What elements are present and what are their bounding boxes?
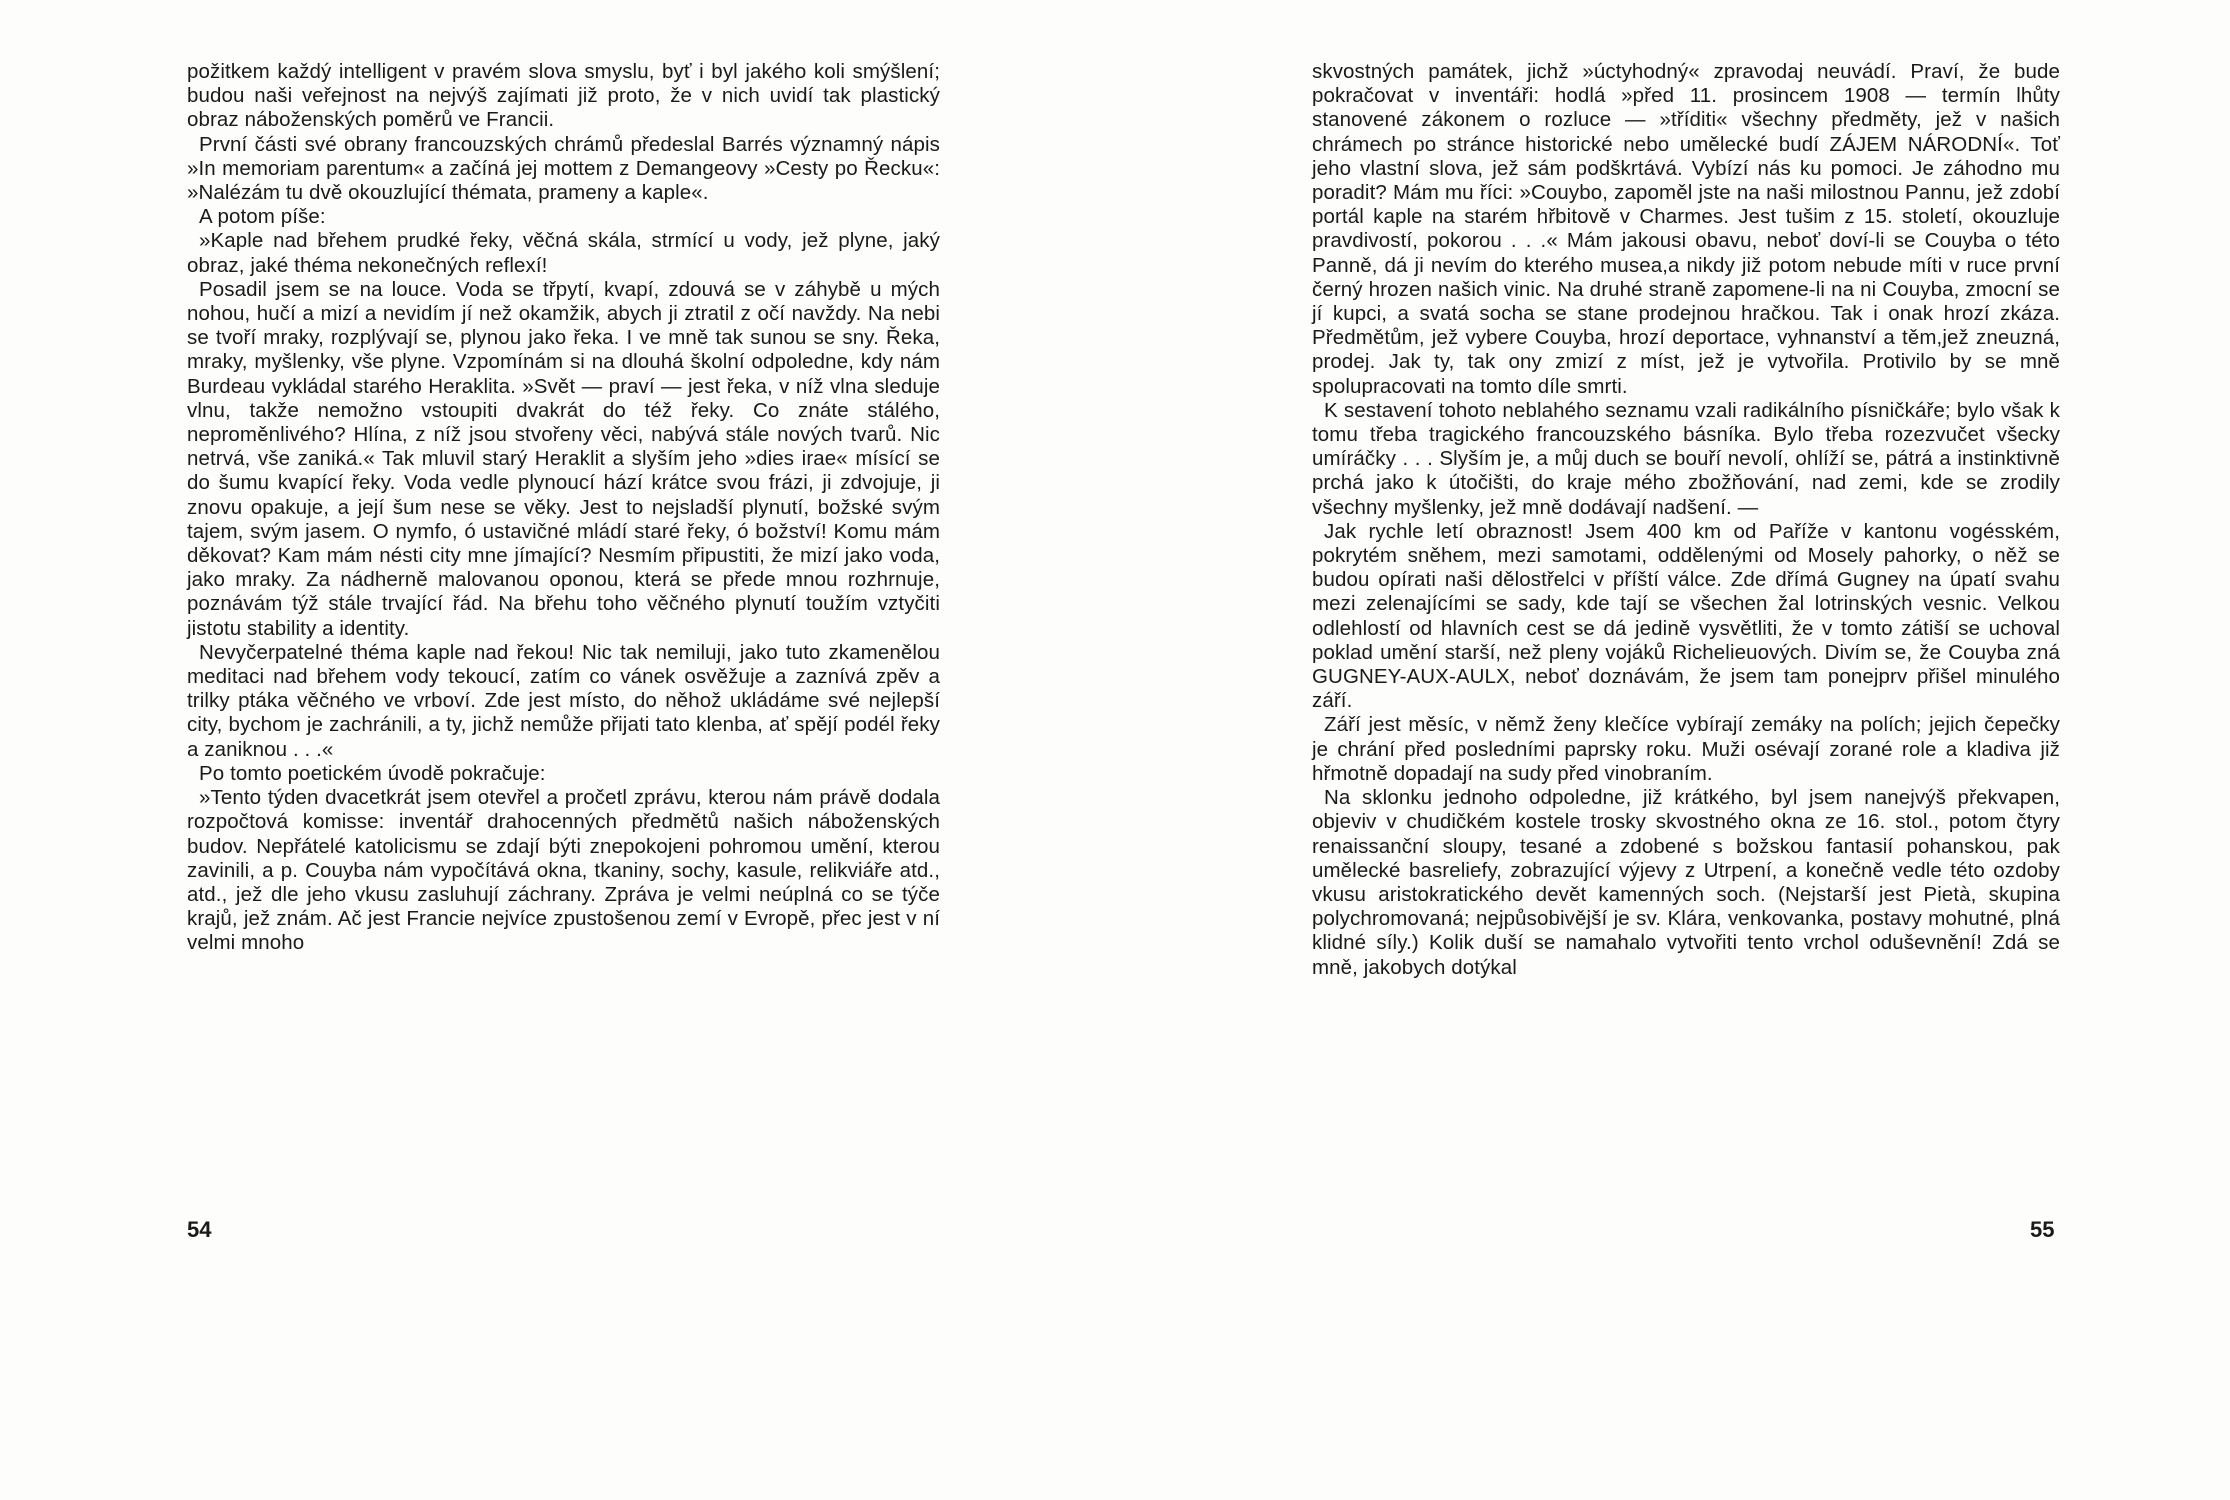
page-number-right: 55 <box>2030 1217 2055 1242</box>
page-number-left: 54 <box>187 1217 212 1242</box>
paragraph: Po tomto poetickém úvodě pokračuje: <box>199 761 546 785</box>
paragraph: K sestavení tohoto neblahého seznamu vzali radikálního písničkáře; bylo však k tomu třeba tragického francouzského básníka. Bylo třeba rozezvučet všecky umíráčky . . . Slyším je, a můj duch se bouří nevolí, ohlíží se, pátrá a instinktivně prchá jako k útočišti, do kraje mého zbožňování, nad zemi, kde se zrodily všechny myšlenky, jež mně dodávají nadšení. — <box>1312 398 2060 519</box>
left-page-text <box>187 60 940 956</box>
paragraph: Jak rychle letí obraznost! Jsem 400 km od Paříže v kantonu vogésském, pokrytém sněhem, mezi samotami, oddělenými od Mosely pahorky, o něž se budou opírati naši dělostřelci v příští válce. Zde dřímá Gugney na úpatí svahu mezi zelenajícími se sady, kde tají se všechen žal lotrinských vesnic. Velkou odlehlostí od hlavních cest se dá jedině vysvětliti, že v tomto zátiší se uchoval poklad umění starší, než pleny vojáků Richelieuových. Divím se, že Couyba zná GUGNEY-AUX-AULX, neboť doznávám, že jsem tam ponejprv přišel minulého září. <box>1312 519 2060 713</box>
paragraph: »Tento týden dvacetkrát jsem otevřel a pročetl zprávu, kterou nám právě dodala rozpočtová komisse: inventář drahocenných předmětů našich náboženských budov. Nepřátelé katolicismu se zdají býti znepokojeni pohromou umění, kterou zavinili, a p. Couyba nám vypočítává okna, tkaniny, sochy, kasule, relikviáře atd., atd., jež dle jeho vkusu zasluhují záchrany. Zpráva je velmi neúplná co se týče krajů, jež znám. Ač jest Francie nejvíce zpustošenou zemí v Evropě, přec jest v ní velmi mnoho <box>187 786 940 955</box>
paragraph: Na sklonku jednoho odpoledne, již krátkého, byl jsem nanejvýš překvapen, objeviv v chudičkém kostele trosky skvostného okna ze 16. stol., potom čtyry renaissanční sloupy, tesané a zdobené s božskou fantasií pohanskou, pak umělecké basreliefy, zobrazující výjevy z Utrpení, a konečně vedle této ozdoby vkusu aristokratického devět kamenných soch. (Nejstarší jest Pietà, skupina polychromovaná; nejpůsobivější je sv. Klára, venkovanka, postavy mohutné, plná klidné síly.) Kolik duší se namahalo vytvořiti tento vrchol oduševnění! Zdá se mně, jakobych dotýkal <box>1312 786 2060 979</box>
paragraph: Posadil jsem se na louce. Voda se třpytí, kvapí, zdouvá se v záhybě u mých nohou, hučí a mizí a nevidím jí než okamžik, abych ji ztratil z očí navždy. Na nebi se tvoří mraky, rozplývají se, plynou jako řeka. I ve mně tak sunou se sny. Řeka, mraky, myšlenky, vše plyne. Vzpomínám si na dlouhá školní odpoledne, kdy nám Burdeau vykládal starého Heraklita. »Svět — praví — jest řeka, v níž vlna sleduje vlnu, takže nemožno vstoupiti dvakrát do též řeky. Co znáte stálého, neproměnlivého? Hlína, z níž jsou stvořeny věci, nabývá stále nových tvarů. Nic netrvá, vše zaniká.« Tak mluvil starý Heraklit a slyším jeho »dies irae« mísící se do šumu kvapící řeky. Voda vedle plynoucí hází krátce svou frázi, ji zdvojuje, ji znovu opakuje, a její šum nese se věky. Jest to nejsladší plynutí, božské svým tajem, svým jasem. O nymfo, ó ustavičné mládí staré řeky, ó božství! Komu mám děkovat? Kam mám nésti city mne jímající? Nesmím připustiti, že mizí jako voda, jako mraky. Za nádherně malovanou oponou, která se přede mnou rozhrnuje, poznávám týž stále trvající řád. Na břehu toho věčného plynutí toužím vztyčiti jistotu stability a identity. <box>187 277 940 640</box>
right-page-text <box>1312 60 2060 980</box>
paragraph: skvostných památek, jichž »úctyhodný« zpravodaj neuvádí. Praví, že bude pokračovat v inventáři: hodlá »před 11. prosincem 1908 — termín lhůty stanovené zákonem o rozluce — »tříditi« všechny předměty, jež v našich chrámech po stránce historické nebo umělecké budí ZÁJEM NÁRODNÍ«. Toť jeho vlastní slova, jež sám podškrtává. Vybízí nás ku pomoci. Je záhodno mu poradit? Mám mu říci: »Couybo, zapoměl jste na naši milostnou Pannu, jež zdobí portál kaple na starém hřbitově v Charmes. Jest tušim z 15. století, okouzluje pravdivostí, pokorou . . .« Mám jakousi obavu, neboť doví-li se Couyba o této Panně, dá ji nevím do kterého musea,a nikdy již potom nebude míti v ruce první černý hrozen našich vinic. Na druhé straně zapomene-li na ni Couyba, zmocní se jí kupci, a svatá socha se stane prodejnou hračkou. Tak i onak hrozí zkáza. Předmětům, jež vybere Couyba, hrozí deportace, vyhnanství a těm,jež zneuzná, prodej. Jak ty, tak ony zmizí z míst, jež je vytvořila. Protivilo by se mně spolupracovati na tomto díle smrti. <box>1312 60 2060 398</box>
paragraph: požitkem každý intelligent v pravém slova smyslu, byť i byl jakého koli smýšlení; budou naši veřejnost na nejvýš zajímati již proto, že v nich uvidí tak plastický obraz náboženských poměrů ve Francii. <box>187 60 940 132</box>
paragraph: Září jest měsíc, v němž ženy klečíce vybírají zemáky na polích; jejich čepečky je chrání před posledními paprsky roku. Muži osévají zorané role a kladiva již hřmotně dopadají na sudy před vinobraním. <box>1312 713 2060 785</box>
paragraph: »Kaple nad břehem prudké řeky, věčná skála, strmící u vody, jež plyne, jaký obraz, jaké théma nekonečných reflexí! <box>187 229 940 277</box>
paragraph: První části své obrany francouzských chrámů předeslal Barrés významný nápis »In memoriam parentum« a začíná jej mottem z Demangeovy »Cesty po Řecku«: »Nalézám tu dvě okouzlující thémata, prameny a kaple«. <box>187 132 940 205</box>
paragraph: A potom píše: <box>199 205 326 229</box>
paragraph: Nevyčerpatelné théma kaple nad řekou! Nic tak nemiluji, jako tuto zkamenělou meditaci nad břehem vody tekoucí, zatím co vánek osvěžuje a zaznívá zpěv a trilky ptáka věčného ve vrboví. Zde jest místo, do něhož ukládáme své nejlepší city, bychom je zachránili, a ty, jichž nemůže přijati tato klenba, ať spějí podél řeky a zaniknou . . .« <box>187 640 940 761</box>
